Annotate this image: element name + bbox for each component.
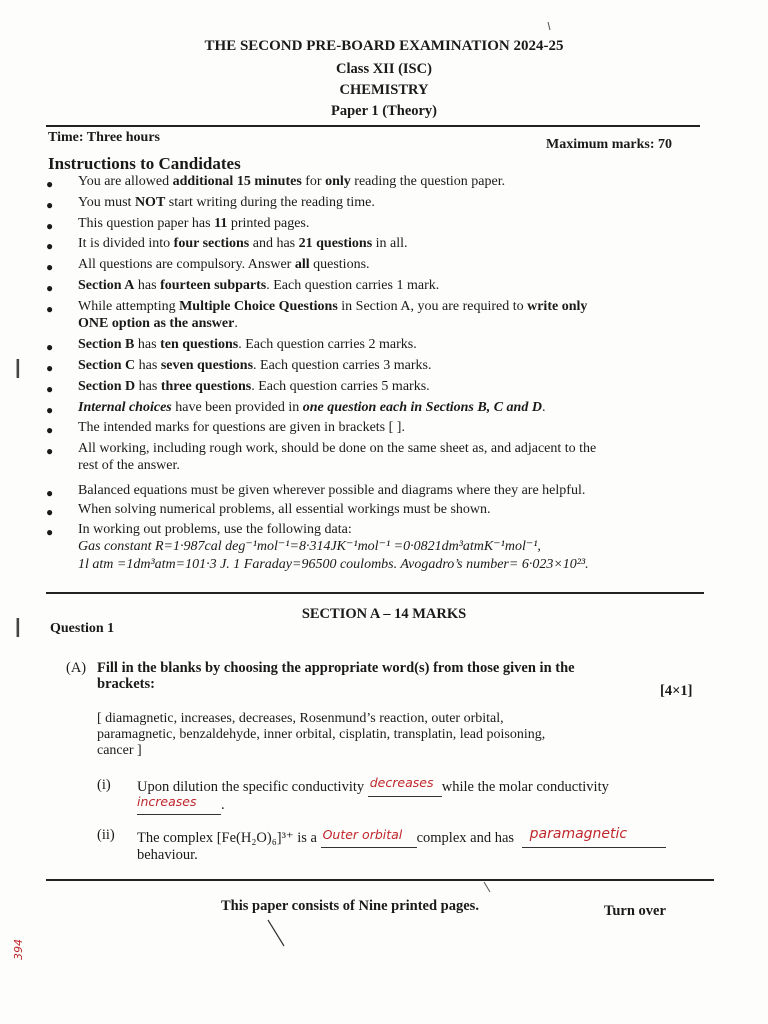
- list-item: It is divided into four sections and has 21 questions in all.: [78, 236, 408, 251]
- paper-label: Paper 1 (Theory): [330, 103, 438, 119]
- list-item-continuation: ONE option as the answer.: [78, 316, 238, 331]
- list-item: The intended marks for questions are given in brackets [ ].: [78, 420, 405, 435]
- list-item: Balanced equations must be given wherever possible and diagrams where they are helpful.: [78, 483, 586, 498]
- part-a-instruction-2: brackets:: [97, 676, 155, 692]
- word-options-line-1: [ diamagnetic, increases, decreases, Rosenmund’s reaction, outer orbital,: [97, 711, 504, 726]
- list-item: In working out problems, use the following data:: [78, 522, 352, 537]
- part-a-label: (A): [66, 660, 87, 676]
- sub-question-ii-text: The complex [Fe(H₂O)₆]³⁺ is a Outer orbital complex and has paramagnetic: [137, 830, 666, 848]
- word-options-line-3: cancer ]: [97, 743, 142, 758]
- handwritten-answer: Outer orbital: [322, 827, 403, 842]
- sub-question-ii-label: (ii): [97, 827, 115, 843]
- list-item: This question paper has 11 printed pages.: [78, 216, 310, 231]
- part-a-instruction-1: Fill in the blanks by choosing the appropriate word(s) from those given in the: [97, 660, 575, 676]
- class-label: Class XII (ISC): [336, 61, 432, 77]
- sub-question-ii-text-end: behaviour.: [137, 847, 198, 863]
- instructions-heading: Instructions to Candidates: [48, 154, 241, 173]
- list-item: Section B has ten questions. Each question carries 2 marks.: [78, 337, 417, 352]
- list-item: You must NOT start writing during the reading time.: [78, 195, 375, 210]
- list-item: Section D has three questions. Each question carries 5 marks.: [78, 379, 430, 394]
- subject-label: CHEMISTRY: [339, 82, 429, 98]
- list-item: Section C has seven questions. Each question carries 3 marks.: [78, 358, 432, 373]
- max-marks-label: Maximum marks: 70: [546, 137, 672, 152]
- sub-question-i-blank-2: increases .: [137, 794, 225, 813]
- list-item: All working, including rough work, should be done on the same sheet as, and adjacent to the: [78, 441, 597, 456]
- sub-question-i-text: Upon dilution the specific conductivity decreases while the molar conductivity: [137, 775, 609, 795]
- handwritten-answer: increases: [137, 794, 197, 809]
- sub-question-i-label: (i): [97, 777, 111, 793]
- margin-bracket-mark: I: [14, 355, 22, 385]
- list-item: All questions are compulsory. Answer all questions.: [78, 257, 370, 272]
- turn-over-label: Turn over: [604, 903, 666, 919]
- list-item: While attempting Multiple Choice Questions in Section A, you are required to write only: [78, 299, 588, 314]
- section-a-title: SECTION A – 14 MARKS: [301, 606, 467, 622]
- handwritten-answer: decreases: [369, 775, 434, 790]
- pen-tick: [548, 22, 550, 30]
- exam-title: THE SECOND PRE-BOARD EXAMINATION 2024-25: [204, 38, 564, 54]
- margin-page-note: 394: [12, 939, 25, 960]
- list-item: You are allowed additional 15 minutes for only reading the question paper.: [78, 174, 506, 189]
- list-item: Section A has fourteen subparts. Each question carries 1 mark.: [78, 278, 440, 293]
- list-item: Internal choices have been provided in one question each in Sections B, C and D.: [78, 400, 546, 415]
- word-options-line-2: paramagnetic, benzaldehyde, inner orbital, cisplatin, transplatin, lead poisoning,: [97, 727, 546, 742]
- pen-stroke: [484, 882, 490, 892]
- list-item-continuation: rest of the answer.: [78, 458, 180, 473]
- handwritten-answer: paramagnetic: [529, 826, 628, 842]
- constants-line-1: Gas constant R=1·987cal deg⁻¹mol⁻¹=8·314JK⁻¹mol⁻¹ =0·0821dm³atmK⁻¹mol⁻¹,: [78, 539, 541, 554]
- pen-stroke: [268, 920, 284, 946]
- pages-note: This paper consists of Nine printed pages.: [221, 898, 479, 914]
- constants-line-2: 1l atm =1dm³atm=101·3 J. 1 Faraday=96500 coulombs. Avogadro’s number= 6·023×10²³.: [78, 557, 589, 572]
- margin-bracket-mark: I: [14, 614, 22, 644]
- question-number: Question 1: [50, 621, 115, 636]
- part-a-marks: [4×1]: [660, 683, 693, 699]
- list-item: When solving numerical problems, all essential workings must be shown.: [78, 502, 491, 517]
- time-label: Time: Three hours: [48, 130, 161, 145]
